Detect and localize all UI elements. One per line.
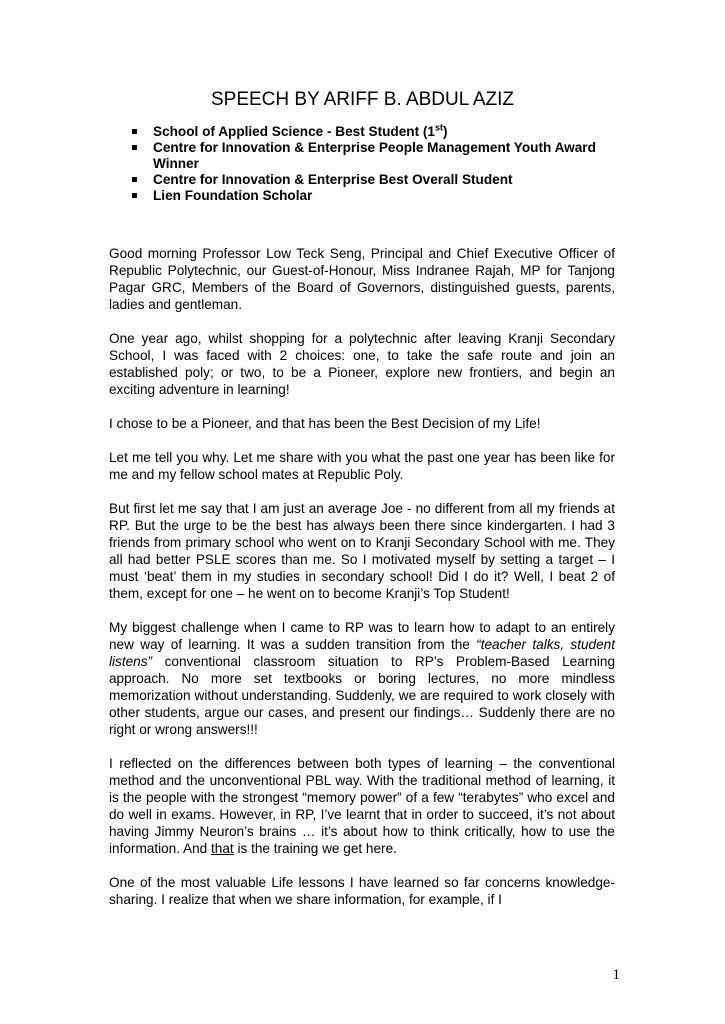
paragraph-text: conventional classroom situation to RP’s Problem-Based Learning approach. No more set textbooks or boring lectures, no more mindless memorization without understanding. Suddenly, we are required to work closely with other students, argue our cases, and present our findings… Suddenly there are no right or wrong answers!!! xyxy=(109,654,615,737)
award-list xyxy=(131,124,601,204)
award-item xyxy=(131,140,601,172)
page-number: 1 xyxy=(612,967,620,983)
paragraph-text: I reflected on the differences between both types of learning – the conventional method and the unconventional PBL way. With the traditional method of learning, it is the people with the strongest “memory power” of a few “terabytes” who excel and do well in exams. However, in RP, I’ve learnt that in order to succeed, it’s not about having Jimmy Neuron’s brains … it’s about how to think critically, how to use the information. And xyxy=(109,756,615,856)
speech-title: SPEECH BY ARIFF B. ABDUL AZIZ xyxy=(210,89,515,110)
paragraph-average-joe: But first let me say that I am just an average Joe - no different from all my friends at RP. But the urge to be the best has always been there since kindergarten. I had 3 friends from primary school who went on to Kranji Secondary School with me. They all had better PSLE scores than me. So I motivated myself by setting a target – I must ‘beat’ them in my studies in secondary school! Did I do it? Well, I beat 2 of them, except for one – he went on to become Kranji’s Top Student! xyxy=(109,501,615,601)
award-item xyxy=(131,172,601,188)
award-item xyxy=(131,188,601,204)
square-bullet-icon xyxy=(132,193,137,198)
square-bullet-icon xyxy=(132,145,137,150)
paragraph-challenge xyxy=(109,619,615,738)
award-text: School of Applied Science - Best Student (1 xyxy=(153,124,435,139)
award-text: Lien Foundation Scholar xyxy=(153,188,313,203)
paragraph-text: is the training we get here. xyxy=(233,841,397,856)
award-text: Centre for Innovation & Enterprise Best Overall Student xyxy=(153,172,513,187)
square-bullet-icon xyxy=(132,129,137,134)
paragraph-pioneer: I chose to be a Pioneer, and that has been the Best Decision of my Life! xyxy=(109,416,541,431)
paragraph-reflection xyxy=(109,755,615,857)
paragraph-greeting: Good morning Professor Low Teck Seng, Principal and Chief Executive Officer of Republic Polytechnic, our Guest-of-Honour, Miss Indranee Rajah, MP for Tanjong Pagar GRC, Members of the Board of Governors, distinguished guests, parents, ladies and gentleman. xyxy=(109,246,615,312)
paragraph-text: My biggest challenge when I came to RP was to learn how to adapt to an entirely new way of learning. It was a sudden transition from the xyxy=(109,620,615,652)
award-text: Centre for Innovation & Enterprise People Management Youth Award Winner xyxy=(153,140,596,171)
speech-body xyxy=(109,245,615,908)
paragraph-choice: One year ago, whilst shopping for a polytechnic after leaving Kranji Secondary School, I was faced with 2 choices: one, to take the safe route and join an established poly; or two, to be a Pioneer, explore new frontiers, and begin an exciting adventure in learning! xyxy=(109,331,615,397)
square-bullet-icon xyxy=(132,177,137,182)
italic-quote: “teacher talks, student listens” xyxy=(109,637,615,669)
underlined-word: that xyxy=(211,841,234,856)
award-item xyxy=(131,124,601,140)
paragraph-knowledge-sharing: One of the most valuable Life lessons I have learned so far concerns knowledge-sharing. I realize that when we share information, for example, if I xyxy=(109,875,615,907)
award-superscript: st xyxy=(434,122,443,133)
award-text-tail: ) xyxy=(443,124,448,139)
paragraph-why: Let me tell you why. Let me share with you what the past one year has been like for me and my fellow school mates at Republic Poly. xyxy=(109,450,615,482)
